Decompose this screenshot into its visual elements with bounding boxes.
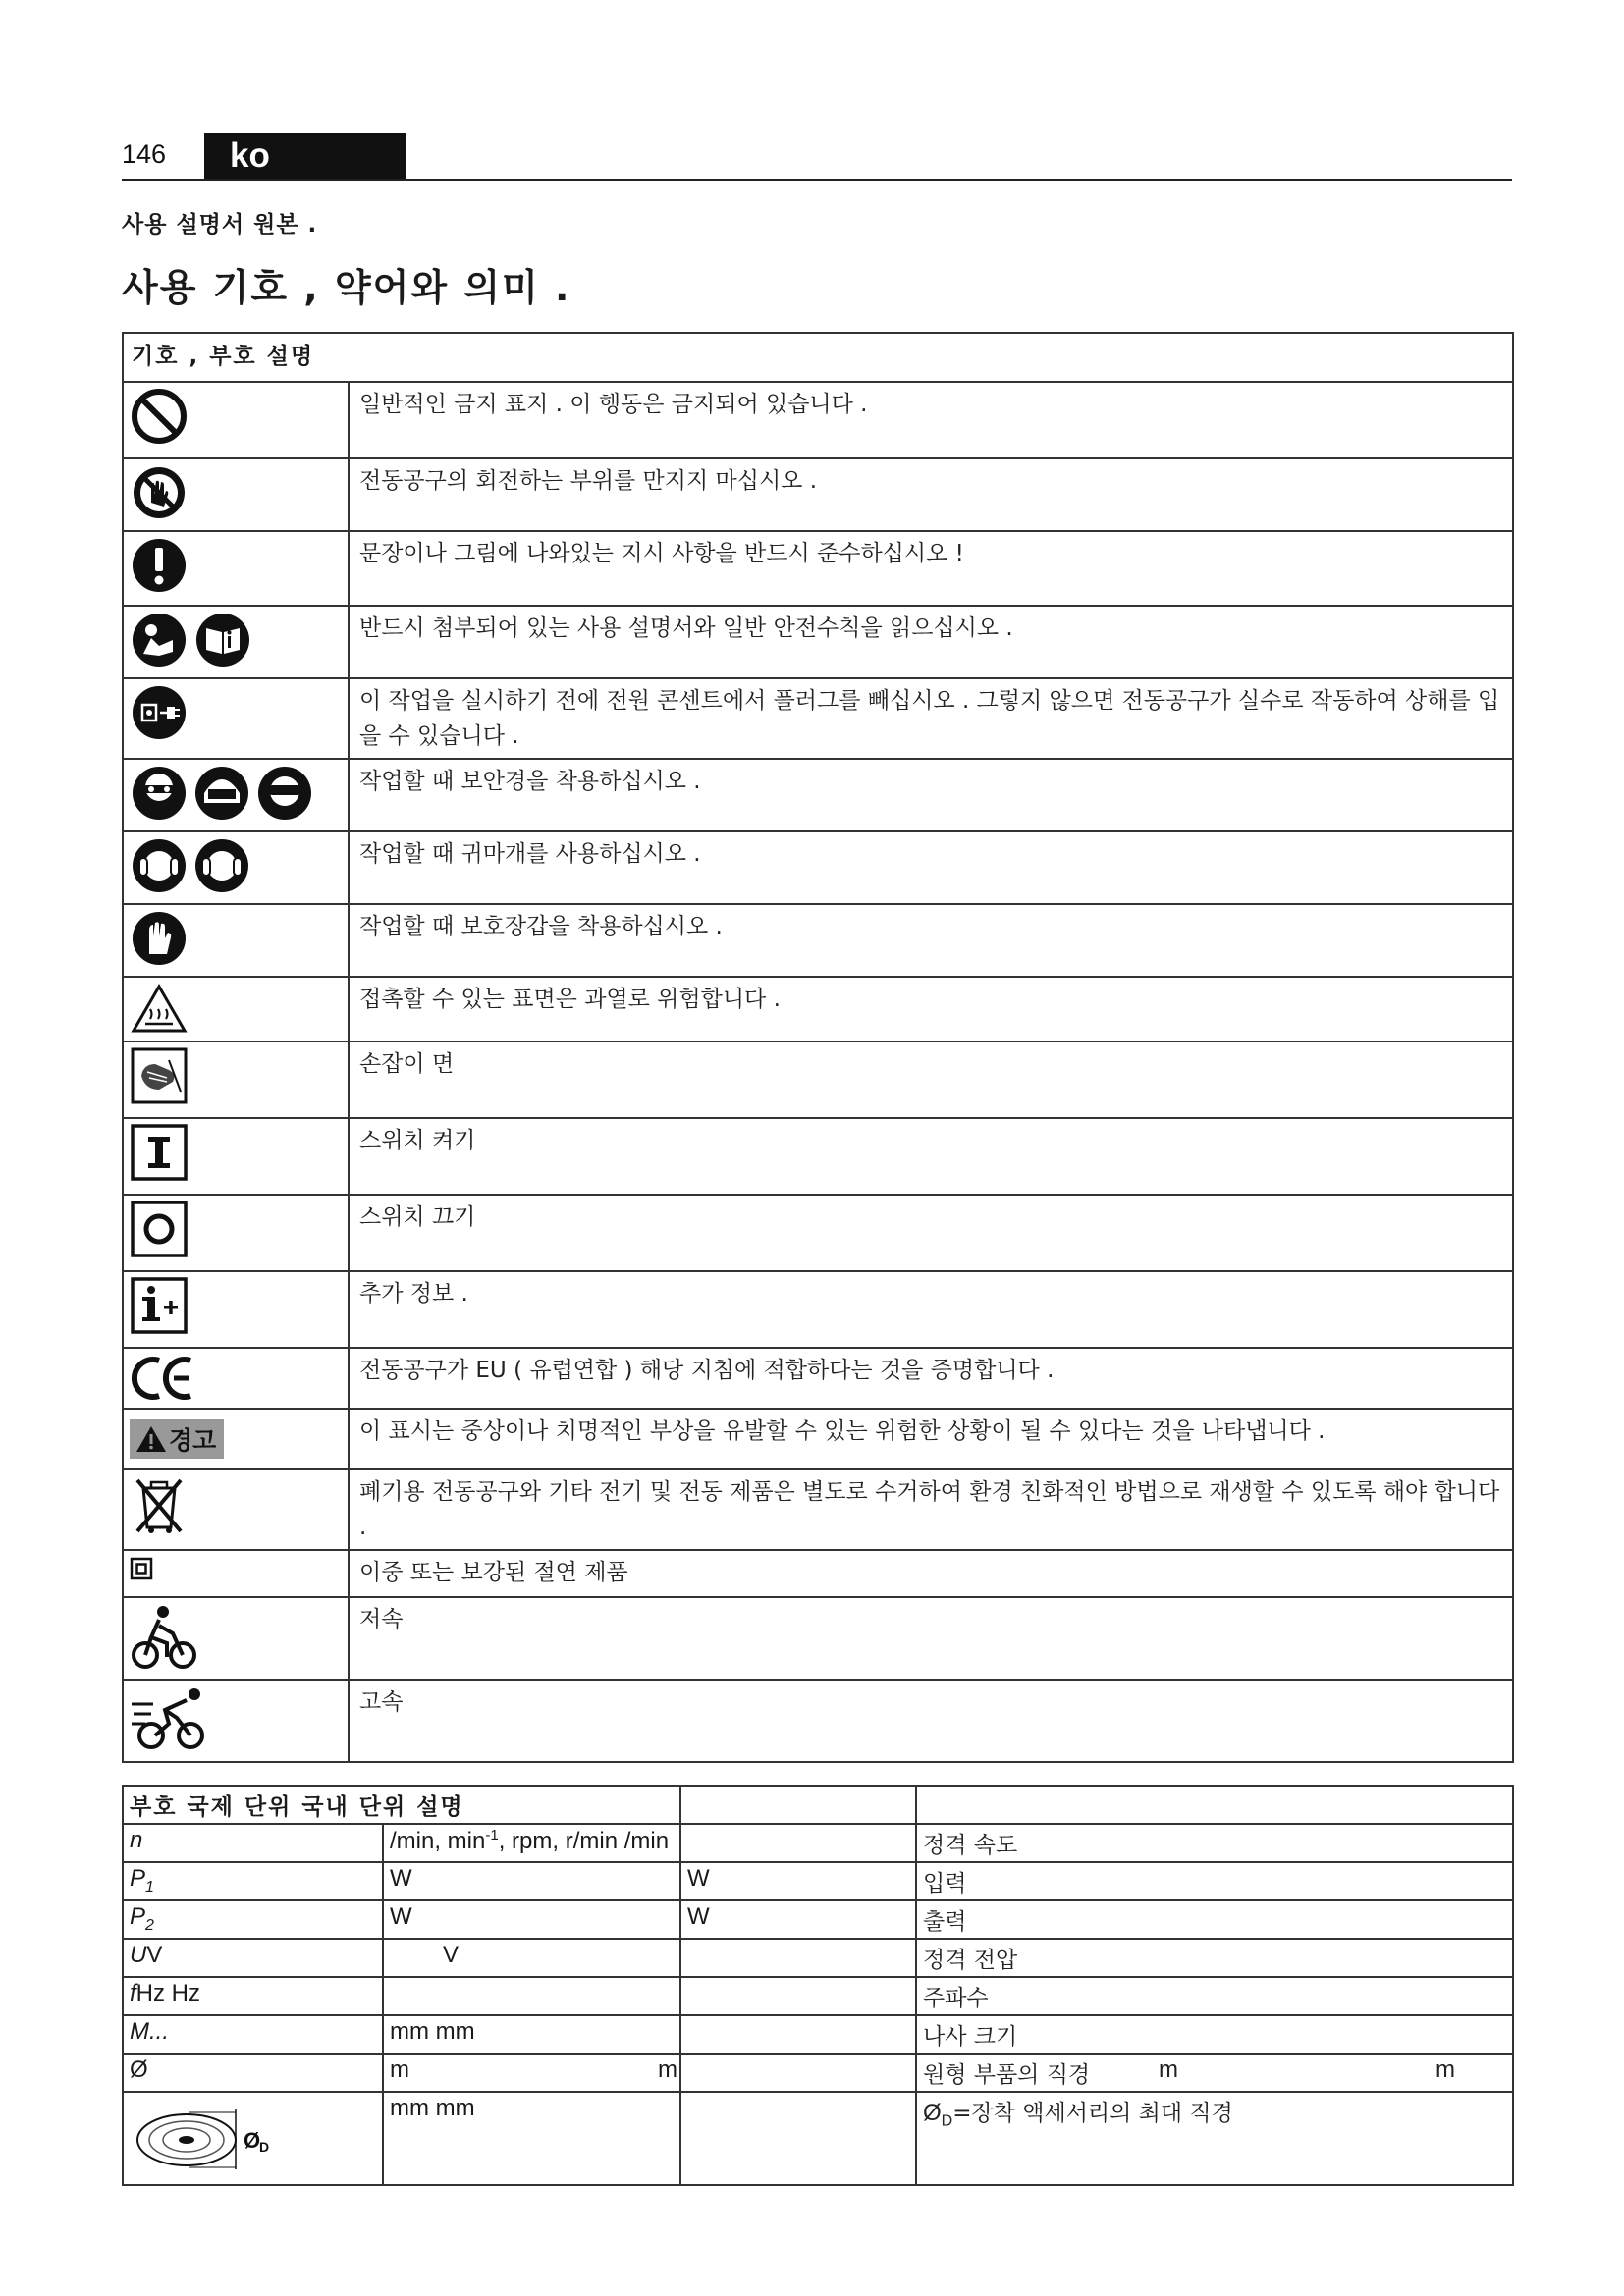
unit-symbol: $P_1$ bbox=[123, 1862, 383, 1900]
symbol-description: 접촉할 수 있는 표면은 과열로 위험합니다 . bbox=[349, 977, 1513, 1041]
national-unit bbox=[680, 2054, 916, 2092]
page-number: 146 bbox=[122, 139, 167, 169]
symbol-description: 저속 bbox=[349, 1597, 1513, 1680]
unit-description: 원형 부품의 직경 m m bbox=[916, 2054, 1513, 2092]
symbols-header-label: 기호 , 부호 설명 bbox=[123, 333, 349, 382]
table-row bbox=[123, 2092, 1513, 2185]
symbol-description: 작업할 때 보안경을 착용하십시오 . bbox=[349, 759, 1513, 831]
unit-description: 주파수 bbox=[916, 1977, 1513, 2015]
symbol-description: 스위치 끄기 bbox=[349, 1195, 1513, 1271]
intl-unit bbox=[383, 1977, 680, 2015]
table-row bbox=[123, 1862, 1513, 1900]
table-row bbox=[123, 1195, 1513, 1271]
unit-symbol: M... bbox=[123, 2015, 383, 2054]
symbols-table bbox=[122, 332, 1514, 1763]
national-unit bbox=[680, 1824, 916, 1862]
table-row bbox=[123, 1271, 1513, 1348]
unit-description: 정격 전압 bbox=[916, 1939, 1513, 1977]
table-row bbox=[123, 678, 1513, 759]
warning-label-text: 경고 bbox=[169, 1426, 217, 1455]
slow-speed-icon bbox=[130, 1602, 342, 1671]
units-header-label: 부호 국제 단위 국내 단위 설명 bbox=[123, 1786, 383, 1824]
table-row bbox=[123, 1824, 1513, 1862]
page-title: 사용 기호 , 약어와 의미 . bbox=[122, 266, 571, 309]
table-row bbox=[123, 1118, 1513, 1195]
symbol-description: 이 작업을 실시하기 전에 전원 콘센트에서 플러그를 빼십시오 . 그렇지 않으면 전동공구가 실수로 작동하여 상해를 입을 수 있습니다 . bbox=[349, 678, 1513, 759]
table-row bbox=[123, 458, 1513, 531]
symbol-description: 스위치 켜기 bbox=[349, 1118, 1513, 1195]
table-row bbox=[123, 759, 1513, 831]
prohibition-icon bbox=[130, 387, 342, 446]
table-row bbox=[123, 2054, 1513, 2092]
symbol-description: 손잡이 면 bbox=[349, 1041, 1513, 1118]
exclamation-icon bbox=[130, 536, 342, 595]
unit-description: 입력 bbox=[916, 1862, 1513, 1900]
unit-description: $Ø_D=$장착 액세서리의 최대 직경 bbox=[916, 2092, 1513, 2185]
unit-symbol: n bbox=[123, 1824, 383, 1862]
national-unit bbox=[680, 2015, 916, 2054]
table-row bbox=[123, 1900, 1513, 1939]
table-row bbox=[123, 1680, 1513, 1762]
disc-diameter-icon bbox=[130, 2101, 277, 2175]
national-unit bbox=[680, 1977, 916, 2015]
page-header bbox=[122, 130, 1512, 181]
ear-protection-icon bbox=[130, 836, 342, 895]
table-row bbox=[123, 531, 1513, 606]
svg-text:D: D bbox=[259, 2139, 270, 2155]
read-manual-icon bbox=[130, 611, 342, 669]
ce-mark-icon bbox=[130, 1353, 342, 1404]
unit-description: 출력 bbox=[916, 1900, 1513, 1939]
unit-symbol bbox=[123, 2092, 383, 2185]
national-unit: W bbox=[680, 1900, 916, 1939]
symbol-description: 문장이나 그림에 나와있는 지시 사항을 반드시 준수하십시오 ! bbox=[349, 531, 1513, 606]
symbol-description: 작업할 때 보호장갑을 착용하십시오 . bbox=[349, 904, 1513, 977]
do-not-touch-rotating-icon bbox=[130, 463, 342, 522]
national-unit: W bbox=[680, 1862, 916, 1900]
unit-symbol: fHz Hz bbox=[123, 1977, 383, 2015]
table-row bbox=[123, 831, 1513, 904]
symbol-description: 전동공구의 회전하는 부위를 만지지 마십시오 . bbox=[349, 458, 1513, 531]
table-row bbox=[123, 1348, 1513, 1409]
intl-unit: W bbox=[383, 1862, 680, 1900]
symbol-description: 폐기용 전동공구와 기타 전기 및 전동 제품은 별도로 수거하여 환경 친화적인 방법으로 재생할 수 있도록 해야 합니다 . bbox=[349, 1469, 1513, 1550]
unit-description: 나사 크기 bbox=[916, 2015, 1513, 2054]
symbol-description: 전동공구가 EU ( 유럽연합 ) 해당 지침에 적합하다는 것을 증명합니다 . bbox=[349, 1348, 1513, 1409]
symbols-table-header bbox=[123, 333, 1513, 382]
unit-symbol: $P_2$ bbox=[123, 1900, 383, 1939]
grip-surface-icon bbox=[130, 1046, 342, 1105]
table-row bbox=[123, 1597, 1513, 1680]
table-row bbox=[123, 2015, 1513, 2054]
unplug-icon bbox=[130, 683, 342, 742]
eye-protection-icon bbox=[130, 764, 342, 823]
table-row bbox=[123, 1977, 1513, 2015]
hot-surface-icon bbox=[130, 982, 342, 1037]
symbol-description: 이중 또는 보강된 절연 제품 bbox=[349, 1550, 1513, 1597]
symbol-description: 작업할 때 귀마개를 사용하십시오 . bbox=[349, 831, 1513, 904]
unit-symbol: Ø bbox=[123, 2054, 383, 2092]
double-insulation-icon bbox=[130, 1557, 342, 1580]
warning-label-icon bbox=[130, 1419, 224, 1459]
intl-unit: mm mm bbox=[383, 2015, 680, 2054]
intl-unit: W bbox=[383, 1900, 680, 1939]
high-speed-icon bbox=[130, 1684, 342, 1753]
table-row bbox=[123, 1469, 1513, 1550]
intl-unit: V bbox=[383, 1939, 680, 1977]
symbol-description: 고속 bbox=[349, 1680, 1513, 1762]
switch-off-icon bbox=[130, 1200, 342, 1258]
national-unit bbox=[680, 1939, 916, 1977]
table-row bbox=[123, 904, 1513, 977]
symbol-description: 추가 정보 . bbox=[349, 1271, 1513, 1348]
document-subtitle: 사용 설명서 원본 . bbox=[122, 212, 318, 238]
weee-bin-icon bbox=[130, 1474, 342, 1537]
intl-unit: /min, $\min^{-1}$, rpm, r/min /min bbox=[383, 1824, 680, 1862]
symbol-description: 반드시 첨부되어 있는 사용 설명서와 일반 안전수칙을 읽으십시오 . bbox=[349, 606, 1513, 678]
unit-description: 정격 속도 bbox=[916, 1824, 1513, 1862]
national-unit bbox=[680, 2092, 916, 2185]
table-row bbox=[123, 382, 1513, 458]
units-table bbox=[122, 1785, 1514, 2186]
table-row bbox=[123, 1409, 1513, 1469]
table-row bbox=[123, 1939, 1513, 1977]
symbol-description: 일반적인 금지 표지 . 이 행동은 금지되어 있습니다 . bbox=[349, 382, 1513, 458]
intl-unit: mm mm bbox=[383, 2092, 680, 2185]
units-table-header bbox=[123, 1786, 1513, 1824]
switch-on-icon bbox=[130, 1123, 342, 1182]
svg-text:Ø: Ø bbox=[244, 2128, 261, 2153]
table-row bbox=[123, 1550, 1513, 1597]
unit-symbol: UV bbox=[123, 1939, 383, 1977]
symbol-description: 이 표시는 중상이나 치명적인 부상을 유발할 수 있는 위험한 상황이 될 수 있다는 것을 나타냅니다 . bbox=[349, 1409, 1513, 1469]
language-badge: ko bbox=[204, 133, 406, 179]
intl-unit: m m bbox=[383, 2054, 680, 2092]
info-plus-icon bbox=[130, 1276, 342, 1335]
gloves-icon bbox=[130, 909, 342, 968]
table-row bbox=[123, 977, 1513, 1041]
table-row bbox=[123, 1041, 1513, 1118]
table-row bbox=[123, 606, 1513, 678]
